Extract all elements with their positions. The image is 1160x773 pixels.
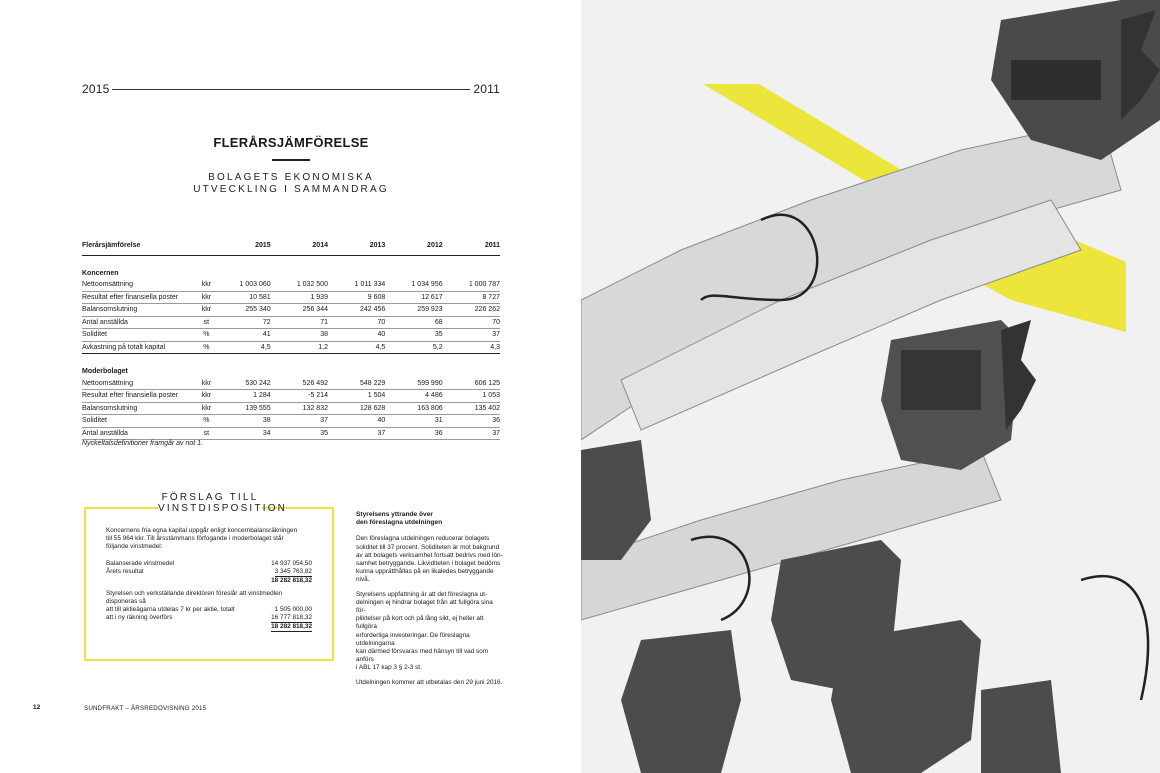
statement-line: erforderliga investeringar. De föreslagna utdelningarna: [356, 631, 470, 647]
statement-line: av att bolagets verksamhet fortsatt bedrivs med lön-: [356, 551, 503, 559]
proposal-intro-line: till 55 964 kkr. Till årsstämmans förfogande i moderbolaget står: [106, 535, 284, 543]
row-unit: %: [199, 329, 213, 342]
page-number: 12: [33, 704, 41, 711]
row-value: 38: [271, 329, 328, 342]
proposal-body: [106, 527, 312, 630]
board-row: [106, 589, 312, 605]
row-value: 10 581: [213, 291, 270, 304]
subtitle-line: BOLAGETS EKONOMISKA: [208, 172, 374, 183]
statement-line: Den föreslagna utdelningen reducerar bolagets: [356, 535, 490, 543]
row-value: 35: [385, 329, 442, 342]
table-header-label: Flerårsjämförelse: [82, 240, 199, 255]
row-label: Soliditet: [82, 329, 199, 342]
row-unit: st: [199, 427, 213, 440]
dividend-label: att till aktieägarna utdelas 7 kr per aktie, totalt: [106, 605, 235, 613]
row-value: 526 492: [271, 378, 328, 390]
row-value: 599 990: [385, 378, 442, 390]
multi-year-table: [82, 240, 500, 440]
row-unit: kkr: [199, 402, 213, 415]
carry-label: att i ny räkning överförs: [106, 613, 173, 621]
statement-line: pliktelser på kort och på lång sikt, ej heller att fullgöra: [356, 615, 484, 631]
dividend-row: [106, 606, 312, 614]
table-section-heading: [82, 354, 500, 378]
row-label: Soliditet: [82, 415, 199, 428]
statement-heading-line: den föreslagna utdelningen: [356, 519, 443, 527]
statement-line: kunna upprätthållas på en likaledes betryggande nivå.: [356, 568, 494, 584]
publication-name: SUNDFRAKT – ÅRSREDOVISNING 2015: [84, 705, 207, 712]
board-statement: [356, 511, 504, 693]
row-value: 70: [328, 316, 385, 329]
row-value: 37: [328, 427, 385, 440]
row-value: 606 125: [443, 378, 500, 390]
result-label: Årets resultat: [106, 567, 144, 575]
row-unit: kkr: [199, 279, 213, 291]
proposal-intro-line: följande vinstmedel:: [106, 543, 163, 551]
row-value: 70: [443, 316, 500, 329]
row-value: 4,5: [328, 341, 385, 354]
row-value: 1 504: [328, 390, 385, 403]
row-value: 38: [213, 415, 270, 428]
statement-line: delningen ej hindrar bolaget från att fullgöra sina för-: [356, 598, 493, 615]
row-value: -5 214: [271, 390, 328, 403]
proposal-title-line: VINSTDISPOSITION: [158, 503, 288, 514]
table-row: [82, 316, 500, 329]
row-value: 40: [328, 415, 385, 428]
page-subtitle: [82, 172, 500, 196]
row-value: 31: [385, 415, 442, 428]
row-unit: kkr: [199, 304, 213, 317]
row-value: 1 032 500: [271, 279, 328, 291]
row-label: Antal anställda: [82, 427, 199, 440]
carry-value: 16 777 818,32: [271, 614, 312, 623]
row-value: 226 262: [443, 304, 500, 317]
dividend-value: 1 505 000,00: [274, 605, 312, 613]
proposal-intro-line: Koncernens fria egna kapital uppgår enligt koncernbalansräkningen: [106, 527, 298, 534]
statement-line: Styrelsens uppfattning är att det föreslagna ut-: [356, 590, 488, 598]
result-value: 3 345 763,82: [275, 568, 312, 577]
table-header-year: 2012: [385, 240, 442, 255]
table-row: [82, 329, 500, 342]
row-value: 530 242: [213, 378, 270, 390]
row-value: 548 229: [328, 378, 385, 390]
row-value: 12 617: [385, 291, 442, 304]
balanced-label: Balanserade vinstmedel: [106, 559, 175, 567]
row-value: 36: [443, 415, 500, 428]
row-value: 37: [271, 415, 328, 428]
sum1-value: 18 282 818,32: [271, 576, 312, 584]
row-value: 41: [213, 329, 270, 342]
row-value: 68: [385, 316, 442, 329]
proposal-title: [158, 492, 288, 514]
row-value: 8 727: [443, 291, 500, 304]
subtitle-line: UTVECKLING I SAMMANDRAG: [193, 184, 389, 195]
statement-paragraph: [356, 591, 504, 673]
photo-page: [581, 0, 1160, 773]
year-range-rule: [112, 89, 470, 90]
table-header-unit: [199, 240, 213, 255]
statement-heading-line: Styrelsens yttrande över: [356, 511, 433, 518]
statement-line: i ABL 17 kap 3 § 2-3 st.: [356, 664, 422, 672]
year-from: 2015: [82, 82, 110, 96]
row-unit: %: [199, 341, 213, 354]
table-row: [82, 291, 500, 304]
table-row: [82, 378, 500, 390]
row-label: Resultat efter finansiella poster: [82, 390, 199, 403]
table-row: [82, 279, 500, 291]
row-value: 255 340: [213, 304, 270, 317]
statement-paragraph: [356, 535, 504, 584]
carry-row: [106, 614, 312, 622]
sum2-row: [106, 623, 312, 631]
table-row: [82, 304, 500, 317]
row-label: Nettoomsättning: [82, 378, 199, 390]
row-value: 1 034 956: [385, 279, 442, 291]
row-unit: %: [199, 415, 213, 428]
row-label: Balansomslutning: [82, 402, 199, 415]
page-title: FLERÅRSJÄMFÖRELSE: [213, 135, 369, 150]
row-value: 163 806: [385, 402, 442, 415]
section-label: Moderbolaget: [82, 368, 128, 375]
row-label: Balansomslutning: [82, 304, 199, 317]
row-unit: kkr: [199, 390, 213, 403]
table-header-row: [82, 240, 500, 255]
sum1-row: [106, 577, 312, 585]
row-value: 242 456: [328, 304, 385, 317]
row-value: 40: [328, 329, 385, 342]
row-value: 36: [385, 427, 442, 440]
row-value: 132 832: [271, 402, 328, 415]
row-label: Avkastning på totalt kapital: [82, 341, 199, 354]
statement-line: soliditet till 37 procent. Soliditeten är mot bakgrund: [356, 543, 500, 551]
table-row: [82, 427, 500, 440]
row-value: 1,2: [271, 341, 328, 354]
row-value: 37: [443, 329, 500, 342]
row-value: 128 628: [328, 402, 385, 415]
row-value: 1 003 060: [213, 279, 270, 291]
balanced-row: [106, 560, 312, 568]
table-header-year: 2014: [271, 240, 328, 255]
row-value: 35: [271, 427, 328, 440]
row-value: 1 011 334: [328, 279, 385, 291]
row-value: 4 486: [385, 390, 442, 403]
row-value: 1 939: [271, 291, 328, 304]
table-header-year: 2011: [443, 240, 500, 255]
table-row: [82, 390, 500, 403]
table-row: [82, 341, 500, 354]
row-value: 5,2: [385, 341, 442, 354]
row-label: Resultat efter finansiella poster: [82, 291, 199, 304]
year-range: [82, 82, 500, 96]
statement-paragraph: Utdelningen kommer att utbetalas den 29 juni 2016.: [356, 678, 503, 686]
board-text: Styrelsen och verkställande direktören föreslår att vinstmedlen disponeras så: [106, 589, 283, 605]
section-label: Koncernen: [82, 269, 119, 277]
row-value: 259 923: [385, 304, 442, 317]
table-header-year: 2013: [328, 240, 385, 255]
result-row: [106, 568, 312, 576]
row-value: 4,3: [443, 341, 500, 354]
row-value: 37: [443, 427, 500, 440]
year-to: 2011: [473, 82, 500, 96]
statement-line: samhet betryggande. Likviditeten i bolaget bedöms: [356, 560, 501, 568]
table-header-year: 2015: [213, 240, 270, 255]
row-value: 1 000 787: [443, 279, 500, 291]
row-value: 4,5: [213, 341, 270, 354]
row-value: 256 344: [271, 304, 328, 317]
row-value: 72: [213, 316, 270, 329]
sum2-value: 18 282 818,32: [271, 623, 312, 632]
table-section-heading: [82, 255, 500, 279]
row-value: 71: [271, 316, 328, 329]
row-label: Nettoomsättning: [82, 279, 199, 291]
row-value: 1 284: [213, 390, 270, 403]
table-footnote: Nyckeltalsdefinitioner framgår av not 1.: [82, 440, 203, 447]
row-value: 1 053: [443, 390, 500, 403]
row-unit: kkr: [199, 378, 213, 390]
excavator-arms-photo: [581, 0, 1160, 773]
row-value: 139 555: [213, 402, 270, 415]
statement-heading: [356, 511, 504, 527]
row-label: Antal anställda: [82, 316, 199, 329]
row-value: 9 608: [328, 291, 385, 304]
table-row: [82, 402, 500, 415]
balanced-value: 14 937 054,50: [271, 559, 312, 567]
title-divider: [272, 159, 310, 161]
table-row: [82, 415, 500, 428]
row-value: 34: [213, 427, 270, 440]
proposal-title-line: FÖRSLAG TILL: [161, 492, 259, 503]
statement-line: kan därmed försvaras med hänsyn till vad som anförs: [356, 648, 489, 664]
row-unit: st: [199, 316, 213, 329]
row-value: 135 402: [443, 402, 500, 415]
row-unit: kkr: [199, 291, 213, 304]
table-body: [82, 255, 500, 440]
